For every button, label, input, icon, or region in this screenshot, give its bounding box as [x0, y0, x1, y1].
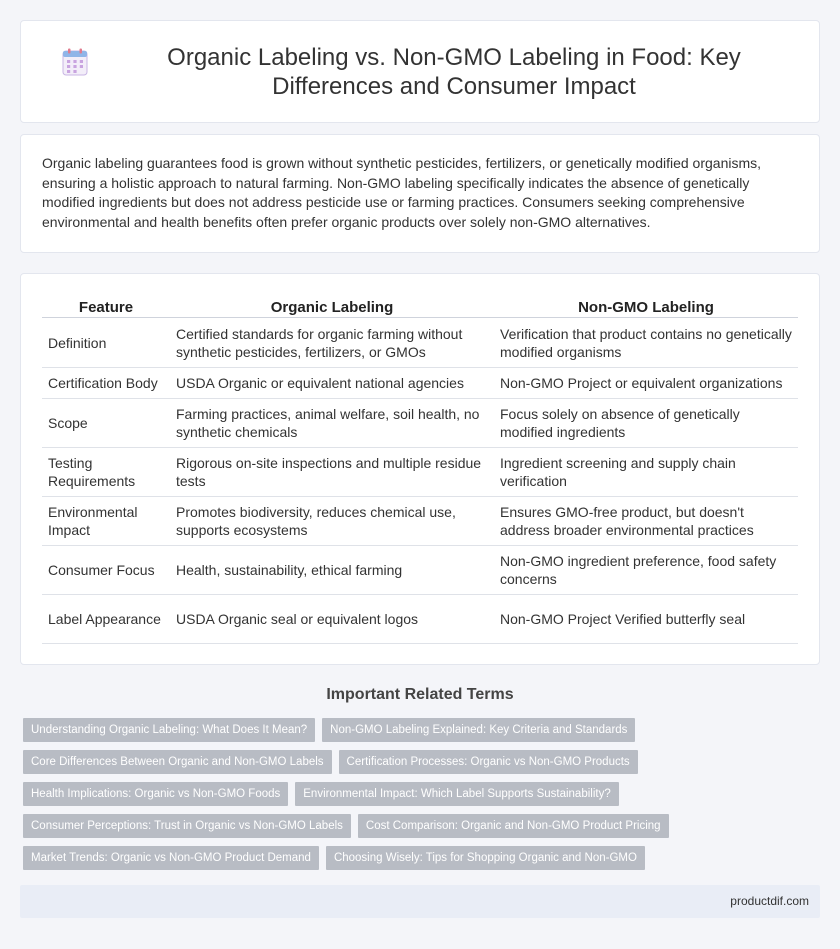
- table-cell-non-gmo: Non-GMO ingredient preference, food safety concerns: [494, 546, 798, 595]
- table-row: [42, 497, 798, 546]
- comparison-table-card: [20, 273, 820, 665]
- intro-paragraph: Organic labeling guarantees food is grown without synthetic pesticides, fertilizers, or genetically modified organisms, ensuring a holistic approach to natural farming. Non-GMO labeling specifically indicates the absence of genetically modified ingredients but does not address pesticide use or farming practices. Consumers seeking comprehensive environmental and health benefits often prefer organic products over solely non-GMO alternatives.: [42, 155, 762, 230]
- table-cell-feature: Environmental Impact: [42, 497, 170, 546]
- table-cell-feature: Label Appearance: [42, 595, 170, 644]
- table-cell-organic: USDA Organic seal or equivalent logos: [170, 595, 494, 644]
- table-cell-organic: Health, sustainability, ethical farming: [170, 546, 494, 595]
- related-term-link[interactable]: Health Implications: Organic vs Non-GMO Foods: [23, 782, 288, 806]
- header: [61, 43, 799, 101]
- page-title: Organic Labeling vs. Non-GMO Labeling in Food: Key Differences and Consumer Impact: [167, 44, 741, 100]
- table-cell-non-gmo: Verification that product contains no genetically modified organisms: [494, 318, 798, 368]
- table-row: [42, 318, 798, 368]
- related-term-link[interactable]: Core Differences Between Organic and Non-GMO Labels: [23, 750, 332, 774]
- table-cell-organic: Promotes biodiversity, reduces chemical use, supports ecosystems: [170, 497, 494, 546]
- comparison-table: [42, 296, 798, 644]
- footer-site-link[interactable]: productdif.com: [730, 894, 809, 908]
- table-cell-organic: USDA Organic or equivalent national agencies: [170, 368, 494, 399]
- related-term-link[interactable]: Certification Processes: Organic vs Non-GMO Products: [339, 750, 638, 774]
- table-cell-feature: Consumer Focus: [42, 546, 170, 595]
- related-term-link[interactable]: Cost Comparison: Organic and Non-GMO Product Pricing: [358, 814, 669, 838]
- related-terms-list: [23, 718, 703, 878]
- table-cell-feature: Scope: [42, 399, 170, 448]
- table-cell-feature: Definition: [42, 318, 170, 368]
- related-term-link[interactable]: Market Trends: Organic vs Non-GMO Product Demand: [23, 846, 319, 870]
- table-header-row: [42, 296, 798, 318]
- table-cell-feature: Certification Body: [42, 368, 170, 399]
- related-term-link[interactable]: Consumer Perceptions: Trust in Organic vs Non-GMO Labels: [23, 814, 351, 838]
- column-header-organic: Organic Labeling: [170, 296, 494, 318]
- table-cell-feature: Testing Requirements: [42, 448, 170, 497]
- column-header-feature: Feature: [42, 296, 170, 318]
- table-row: [42, 368, 798, 399]
- table-cell-non-gmo: Non-GMO Project or equivalent organizations: [494, 368, 798, 399]
- table-cell-non-gmo: Ensures GMO-free product, but doesn't address broader environmental practices: [494, 497, 798, 546]
- table-cell-organic: Rigorous on-site inspections and multiple residue tests: [170, 448, 494, 497]
- table-cell-organic: Farming practices, animal welfare, soil health, no synthetic chemicals: [170, 399, 494, 448]
- related-terms-title: Important Related Terms: [326, 686, 514, 703]
- calendar-grid-icon: [61, 47, 89, 77]
- table-row: [42, 595, 798, 644]
- table-cell-organic: Certified standards for organic farming without synthetic pesticides, fertilizers, or GMOs: [170, 318, 494, 368]
- table-row: [42, 546, 798, 595]
- related-term-link[interactable]: Choosing Wisely: Tips for Shopping Organic and Non-GMO: [326, 846, 645, 870]
- related-term-link[interactable]: Non-GMO Labeling Explained: Key Criteria and Standards: [322, 718, 635, 742]
- table-row: [42, 399, 798, 448]
- column-header-non-gmo: Non-GMO Labeling: [494, 296, 798, 318]
- related-term-link[interactable]: Environmental Impact: Which Label Supports Sustainability?: [295, 782, 618, 806]
- footer: [20, 885, 820, 918]
- header-card: [20, 20, 820, 123]
- table-cell-non-gmo: Ingredient screening and supply chain verification: [494, 448, 798, 497]
- related-term-link[interactable]: Understanding Organic Labeling: What Does It Mean?: [23, 718, 315, 742]
- table-row: [42, 448, 798, 497]
- intro-card: [20, 134, 820, 253]
- table-cell-non-gmo: Focus solely on absence of genetically modified ingredients: [494, 399, 798, 448]
- table-cell-non-gmo: Non-GMO Project Verified butterfly seal: [494, 595, 798, 644]
